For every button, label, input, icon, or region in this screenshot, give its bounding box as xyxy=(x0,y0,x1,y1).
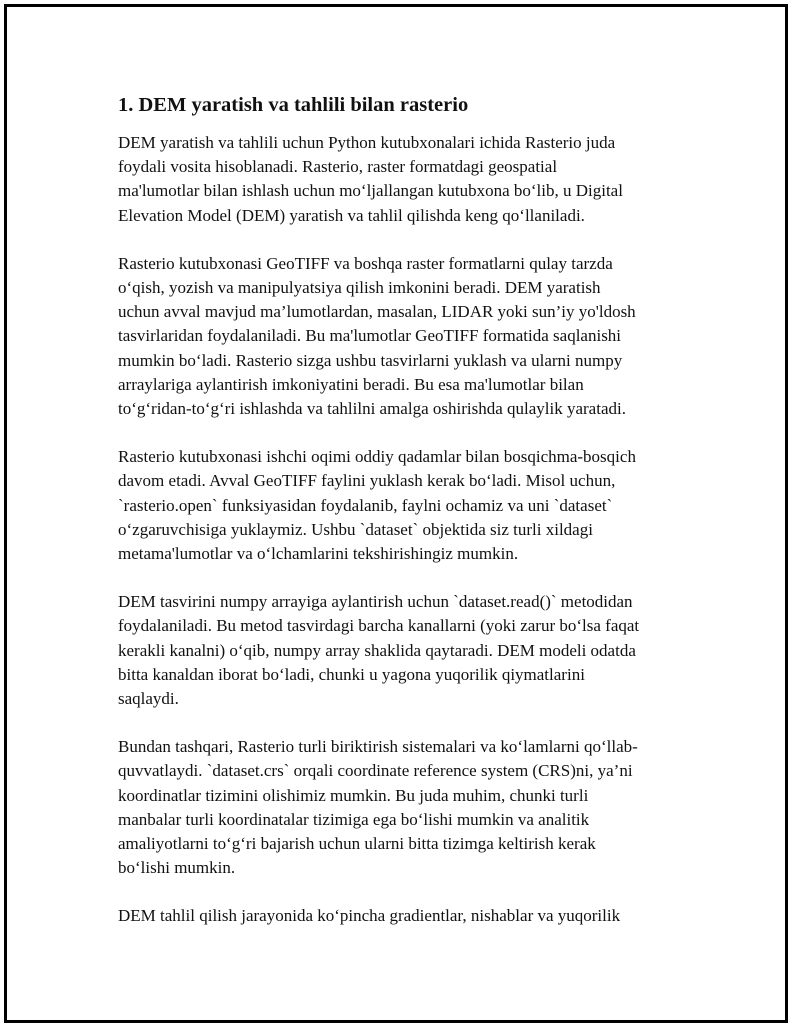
paragraph-1 xyxy=(118,131,698,228)
text-line: kerakli kanalni) o‘qib, numpy array shaklida qaytaradi. DEM modeli odatda xyxy=(118,640,636,660)
text-line: Elevation Model (DEM) yaratish va tahlil qilishda keng qo‘llaniladi. xyxy=(118,205,585,225)
text-line: o‘zgaruvchisiga yuklaymiz. Ushbu `dataset` objektida siz turli xildagi xyxy=(118,519,593,539)
text-line: to‘g‘ridan-to‘g‘ri ishlashda va tahlilni amalga oshirishda qulaylik yaratadi. xyxy=(118,399,626,419)
text-line: arraylariga aylantirish imkoniyatini beradi. Bu esa ma'lumotlar bilan xyxy=(118,374,584,394)
text-line: koordinatlar tizimini olishimiz mumkin. Bu juda muhim, chunki turli xyxy=(118,785,589,805)
text-line: Rasterio kutubxonasi ishchi oqimi oddiy qadamlar bilan bosqichma-bosqich xyxy=(118,447,636,467)
text-line: tasvirlaridan foydalaniladi. Bu ma'lumotlar GeoTIFF formatida saqlanishi xyxy=(118,326,622,346)
text-line: Bundan tashqari, Rasterio turli biriktirish sistemalari va ko‘lamlarni qo‘llab- xyxy=(118,737,638,757)
section-heading: 1. DEM yaratish va tahlili bilan rasterio xyxy=(118,94,469,116)
text-line: foydali vosita hisoblanadi. Rasterio, raster formatdagi geospatial xyxy=(118,157,558,177)
text-line: quvvatlaydi. `dataset.crs` orqali coordinate reference system (CRS)ni, ya’ni xyxy=(118,761,633,781)
text-line: `rasterio.open` funksiyasidan foydalanib, faylni ochamiz va uni `dataset` xyxy=(118,495,613,515)
text-line: foydalaniladi. Bu metod tasvirdagi barcha kanallarni (yoki zarur bo‘lsa faqat xyxy=(118,616,640,636)
text-line: saqlaydi. xyxy=(118,689,179,709)
paragraph-3 xyxy=(118,445,698,566)
document-body xyxy=(118,90,698,953)
text-line: manbalar turli koordinatalar tizimiga ega bo‘lishi mumkin va analitik xyxy=(118,809,590,829)
paragraph-6 xyxy=(118,904,698,928)
text-line: ma'lumotlar bilan ishlash uchun mo‘ljallangan kutubxona bo‘lib, u Digital xyxy=(118,181,623,201)
text-line: DEM yaratish va tahlili uchun Python kutubxonalari ichida Rasterio juda xyxy=(118,133,616,152)
paragraph-2 xyxy=(118,252,698,421)
text-line: bitta kanaldan iborat bo‘ladi, chunki u yagona yuqorilik qiymatlarini xyxy=(118,664,585,684)
paragraph-4 xyxy=(118,590,698,711)
text-line: DEM tasvirini numpy arrayiga aylantirish uchun `dataset.read()` metodidan xyxy=(118,592,633,612)
text-line: davom etadi. Avval GeoTIFF faylini yuklash kerak bo‘ladi. Misol uchun, xyxy=(118,471,616,491)
text-line: metama'lumotlar va o‘lchamlarini tekshirishingiz mumkin. xyxy=(118,544,519,564)
text-line: amaliyotlarni to‘g‘ri bajarish uchun ularni bitta tizimga keltirish kerak xyxy=(118,834,596,854)
text-line: mumkin bo‘ladi. Rasterio sizga ushbu tasvirlarni yuklash va ularni numpy xyxy=(118,350,623,370)
text-line: bo‘lishi mumkin. xyxy=(118,858,236,878)
text-line: DEM tahlil qilish jarayonida ko‘pincha gradientlar, nishablar va yuqorilik xyxy=(118,906,621,926)
text-line: o‘qish, yozish va manipulyatsiya qilish imkonini beradi. DEM yaratish xyxy=(118,278,601,298)
text-line: Rasterio kutubxonasi GeoTIFF va boshqa raster formatlarni qulay tarzda xyxy=(118,253,613,273)
paragraph-5 xyxy=(118,735,698,880)
text-line: uchun avval mavjud ma’lumotlardan, masalan, LIDAR yoki sun’iy yo'ldosh xyxy=(118,302,636,322)
